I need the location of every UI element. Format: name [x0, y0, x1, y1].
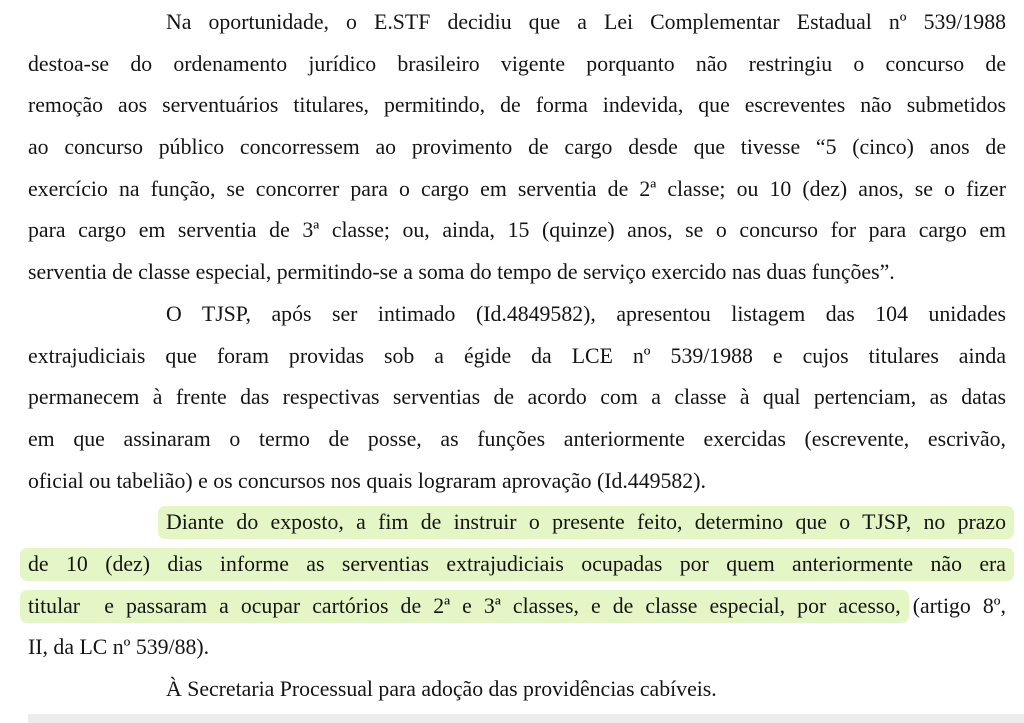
text-line: remoção aos serventuários titulares, permitindo, de forma indevida, que escreventes não submetidos [28, 93, 1006, 118]
text-line: para cargo em serventia de 3ª classe; ou, ainda, 15 (quinze) anos, se o concurso for para cargo em [28, 218, 1006, 243]
text-line [28, 544, 1006, 586]
text-line: permanecem à frente das respectivas serventias de acordo com a classe à qual pertenciam, as datas [28, 385, 1006, 410]
highlighted-text: titular e passaram a ocupar cartórios de 2ª e 3ª classes, e de classe especial, por acesso, [20, 590, 909, 623]
page-edge-divider [28, 714, 1024, 723]
text-line: II, da LC nº 539/88). [28, 635, 210, 660]
text-line: O TJSP, após ser intimado (Id.4849582), apresentou listagem das 104 unidades [166, 301, 1006, 326]
text-segment: (artigo 8º, [900, 593, 1006, 618]
text-line: Na oportunidade, o E.STF decidiu que a Lei Complementar Estadual nº 539/1988 [166, 10, 1006, 34]
text-line: em que assinaram o termo de posse, as funções anteriormente exercidas (escrevente, escrivão, [28, 426, 1006, 451]
text-line: extrajudiciais que foram providas sob a égide da LCE nº 539/1988 e cujos titulares ainda [28, 343, 1006, 368]
text-line [28, 502, 1006, 544]
text-line: exercício na função, se concorrer para o cargo em serventia de 2ª classe; ou 10 (dez) anos, se o fizer [28, 176, 1006, 201]
text-line: oficial ou tabelião) e os concursos nos quais lograram aprovação (Id.449582). [28, 468, 706, 493]
text-line: ao concurso público concorressem ao provimento de cargo desde que tivesse “5 (cinco) anos de [28, 135, 1006, 160]
text-line [28, 586, 1006, 628]
highlighted-text: de 10 (dez) dias informe as serventias extrajudiciais ocupadas por quem anteriormente não era [20, 548, 1014, 581]
text-line: serventia de classe especial, permitindo-se a soma do tempo de serviço exercido nas duas funções”. [28, 260, 895, 285]
text-line: À Secretaria Processual para adoção das providências cabíveis. [166, 677, 717, 701]
highlighted-text: Diante do exposto, a fim de instruir o presente feito, determino que o TJSP, no prazo [158, 506, 1014, 539]
text-line: destoa-se do ordenamento jurídico brasileiro vigente porquanto não restringiu o concurso de [28, 51, 1006, 76]
